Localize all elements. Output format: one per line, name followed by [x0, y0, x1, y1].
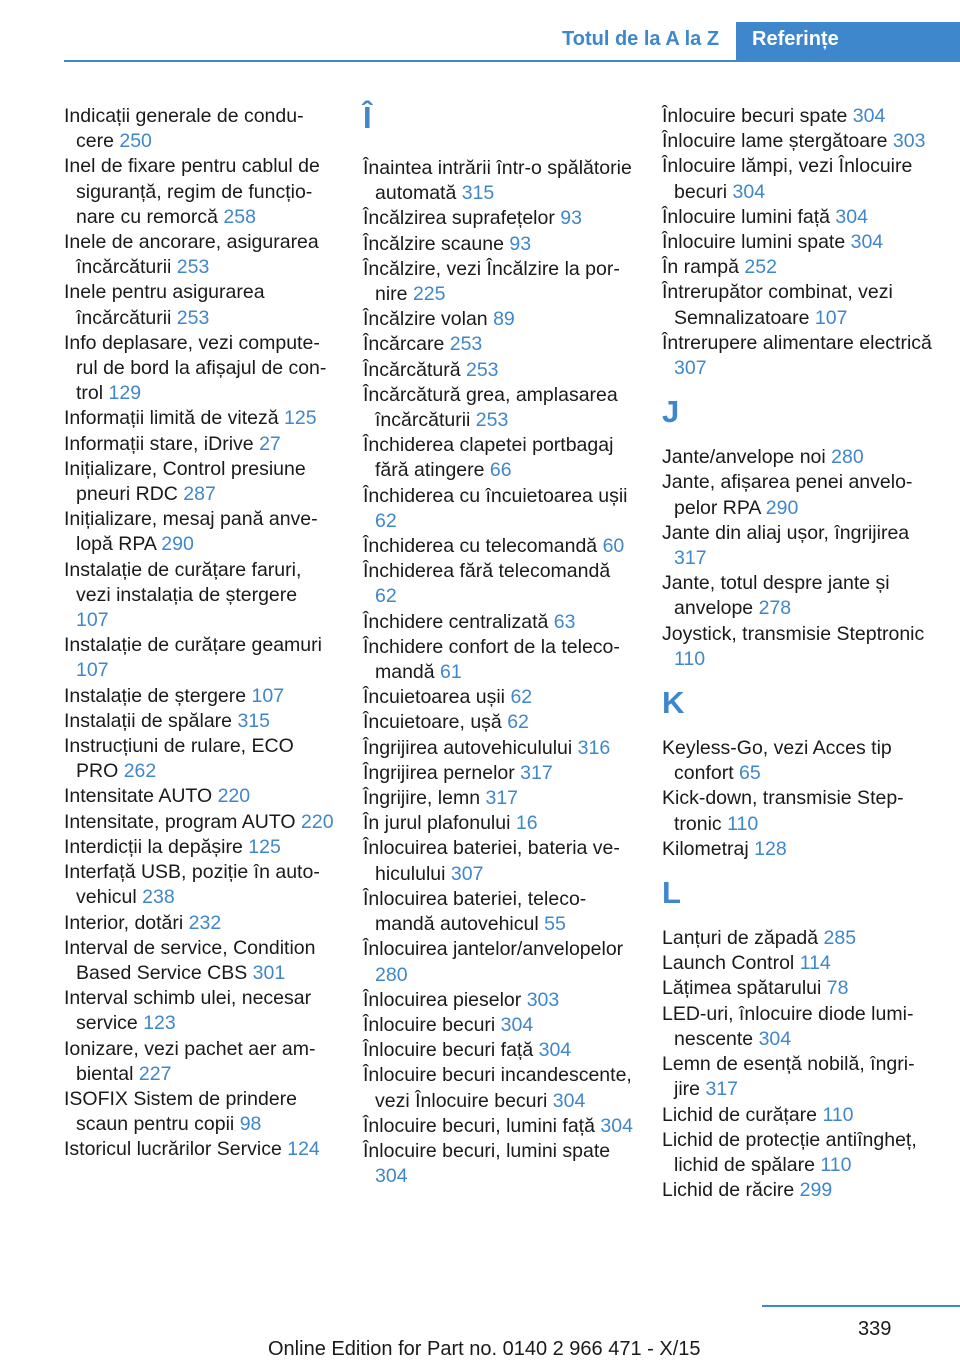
index-entry	[662, 736, 934, 786]
index-entry-text: Întrerupere alimentare electrică	[662, 331, 932, 354]
index-entry	[64, 784, 334, 809]
page-reference-link[interactable]: 252	[744, 256, 777, 279]
footer-rule	[762, 1305, 960, 1307]
page-reference-link[interactable]: 287	[183, 483, 216, 506]
page-reference-link[interactable]: 304	[758, 1027, 792, 1050]
index-letter-heading: J	[662, 394, 680, 430]
index-entry	[64, 936, 334, 986]
index-entry-text: Închiderea fără telecomandă	[363, 560, 611, 583]
index-entry-text: Înlocuirea bateriei, telecomandă autovehicul	[363, 887, 587, 936]
index-entry-text: Inițializare, mesaj pană anvelopă RPA	[64, 508, 318, 556]
index-entry-text: Înlocuire becuri	[363, 1013, 496, 1036]
page-reference-link[interactable]: 285	[823, 927, 857, 950]
index-entry-text: Ionizare, vezi pachet aer ambiental	[64, 1037, 316, 1085]
index-entry-text: Istoricul lucrărilor Service	[64, 1138, 282, 1161]
page-reference-link[interactable]: 89	[493, 308, 515, 331]
index-entry-text: Înlocuirea pieselor	[363, 988, 522, 1011]
page-reference-link[interactable]: 253	[475, 409, 509, 432]
index-letter-heading: K	[662, 685, 685, 721]
page-reference-link[interactable]: 62	[375, 585, 397, 608]
page-reference-link[interactable]: 124	[287, 1138, 320, 1161]
index-entry	[662, 154, 934, 204]
page-reference-link[interactable]: 16	[515, 812, 538, 835]
index-entry	[64, 1137, 334, 1162]
index-entry-text: Încărcătură	[363, 358, 461, 381]
index-entry-text: Încuietoare, ușă	[363, 711, 502, 734]
page-reference-link[interactable]: 317	[674, 547, 707, 570]
page-reference-link[interactable]: 278	[758, 597, 792, 620]
index-entry-text: Kick-down, transmisie Steptronic	[662, 787, 904, 835]
index-entry	[662, 255, 934, 280]
index-entry	[363, 635, 633, 685]
page-reference-link[interactable]: 304	[600, 1114, 633, 1137]
page-reference-link[interactable]: 304	[850, 231, 884, 254]
index-entry	[363, 332, 633, 357]
index-letter-heading: L	[662, 875, 681, 911]
index-entry-text: Instalație de curățare geamuri	[64, 634, 322, 657]
index-entry-text: Inel de fixare pentru cablul de siguranță, regim de funcționare cu remorcă	[64, 155, 320, 228]
page-reference-link[interactable]: 307	[674, 357, 707, 380]
index-entry	[662, 521, 934, 571]
index-entry-text: Indicații generale de conducere	[64, 105, 304, 153]
page-reference-link[interactable]: 110	[822, 1103, 854, 1126]
index-entry	[662, 1128, 934, 1178]
index-entry	[64, 734, 334, 784]
index-entry-text: Îngrijirea autovehiculului	[363, 736, 573, 759]
index-entry	[64, 835, 334, 860]
index-entry	[662, 331, 934, 381]
index-entry-text: Info deplasare, vezi computerul de bord la afișajul de control	[64, 331, 327, 405]
index-entry-text: Interfață USB, poziție în autovehicul	[64, 861, 320, 909]
index-entry	[363, 1063, 633, 1113]
index-entry-text: Lichid de răcire	[662, 1179, 795, 1202]
page-reference-link[interactable]: 220	[217, 785, 251, 808]
index-entry-text: Instalație de curățare faruri, vezi instalația de ștergere	[64, 558, 302, 606]
index-entry	[363, 484, 633, 534]
index-entry-text: Înlocuire becuri spate	[662, 105, 848, 127]
index-column-1	[64, 104, 334, 1163]
index-entry-text: Întrerupător combinat, vezi Semnalizatoare	[662, 281, 893, 329]
page-reference-link[interactable]: 253	[176, 306, 210, 329]
index-entry	[662, 104, 934, 129]
index-entry	[662, 1103, 934, 1128]
index-entry-text: Launch Control	[662, 952, 795, 975]
index-entry-text: Înlocuirea bateriei, bateria vehiculului	[363, 837, 620, 885]
page-reference-link[interactable]: 110	[727, 812, 759, 835]
index-entry-text: Înaintea intrării într-o spălătorie automată	[363, 157, 632, 205]
page-reference-link[interactable]: 250	[119, 130, 152, 153]
index-entry	[363, 761, 633, 786]
index-entry	[662, 280, 934, 330]
page-reference-link[interactable]: 253	[176, 256, 210, 279]
index-entry	[64, 860, 334, 910]
index-entry-text: Keyless-Go, vezi Acces tip confort	[662, 737, 892, 785]
page-reference-link[interactable]: 317	[520, 761, 553, 784]
index-entry	[662, 445, 934, 470]
index-entry	[363, 257, 633, 307]
index-entry-text: Încălzire, vezi Încălzire la pornire	[363, 257, 620, 306]
page-reference-link[interactable]: 315	[237, 709, 270, 732]
index-entry-text: Înlocuire lame ștergătoare	[662, 130, 888, 153]
page-reference-link[interactable]: 315	[461, 182, 495, 205]
page-reference-link[interactable]: 316	[577, 736, 611, 759]
page-reference-link[interactable]: 253	[465, 358, 499, 381]
page-reference-link[interactable]: 125	[248, 835, 281, 858]
page-reference-link[interactable]: 129	[108, 382, 142, 405]
index-entry-text: Informații stare, iDrive	[64, 432, 254, 455]
index-entry	[64, 684, 334, 709]
index-entry-text: Încălzire scaune	[363, 232, 504, 255]
index-entry-text: Intensitate AUTO	[64, 785, 213, 808]
page-reference-link[interactable]: 262	[123, 760, 157, 783]
header-chapter-tab[interactable]	[736, 22, 960, 62]
index-entry-text: Interdicții la depășire	[64, 835, 243, 858]
index-entry	[64, 986, 334, 1036]
index-entry	[662, 571, 934, 621]
index-entry	[363, 433, 633, 483]
header-section-tab[interactable]: Totul de la A la Z	[562, 28, 720, 50]
index-entry-text: Kilometraj	[662, 837, 749, 860]
page-reference-link[interactable]: 125	[284, 407, 317, 430]
index-entry	[363, 710, 633, 735]
index-entry	[662, 1052, 934, 1102]
index-entry-text: Înlocuire lumini spate	[662, 231, 846, 254]
index-entry-text: Jante, afișarea penei anvelopelor RPA	[662, 471, 913, 519]
page-reference-link[interactable]: 304	[375, 1165, 408, 1188]
index-entry	[363, 534, 633, 559]
index-entry	[363, 937, 633, 987]
page-reference-link[interactable]: 280	[375, 963, 408, 986]
index-entry-text: Interior, dotări	[64, 911, 184, 934]
index-entry	[662, 926, 934, 951]
index-entry	[64, 558, 334, 634]
index-entry	[662, 951, 934, 976]
page-reference-link[interactable]: 280	[831, 446, 864, 469]
index-entry-text: Intensitate, program AUTO	[64, 810, 296, 833]
page-reference-link[interactable]: 317	[705, 1078, 738, 1101]
index-entry	[662, 230, 934, 255]
page-reference-link[interactable]: 227	[138, 1062, 172, 1085]
index-entry	[64, 507, 334, 557]
index-entry-text: În rampă	[662, 256, 739, 279]
page-reference-link[interactable]: 290	[161, 533, 194, 556]
index-entry	[662, 205, 934, 230]
index-entry	[363, 1038, 633, 1063]
index-entry	[64, 1037, 334, 1087]
index-entry	[64, 1087, 334, 1137]
index-entry-text: Lichid de protecție antiîngheț, lichid de spălare	[662, 1128, 917, 1176]
index-entry-text: Interval de service, Condition Based Service CBS	[64, 936, 316, 984]
page-reference-link[interactable]: 317	[485, 787, 519, 810]
index-entry	[363, 736, 633, 761]
page-reference-link[interactable]: 304	[852, 105, 886, 127]
index-entry	[64, 104, 334, 154]
index-entry	[363, 685, 633, 710]
page-reference-link[interactable]: 303	[892, 130, 926, 153]
page-reference-link[interactable]: 225	[412, 283, 446, 306]
index-entry	[64, 154, 334, 230]
index-entry	[363, 811, 633, 836]
index-entry-text: Inele de ancorare, asigurarea încărcăturii	[64, 231, 319, 279]
page-reference-link[interactable]: 61	[440, 661, 462, 684]
index-entry	[363, 1139, 633, 1189]
index-entry-text: LED-uri, înlocuire diode luminescente	[662, 1002, 914, 1050]
index-entry	[363, 610, 633, 635]
page-reference-link[interactable]: 301	[252, 961, 286, 984]
page-reference-link[interactable]: 107	[814, 306, 848, 329]
page-reference-link[interactable]: 303	[526, 988, 560, 1011]
index-entry-text: Înlocuire becuri față	[363, 1039, 534, 1062]
index-entry	[363, 307, 633, 332]
index-entry-text: Inițializare, Control presiune pneuri RDC	[64, 457, 306, 506]
index-entry	[64, 331, 334, 407]
index-entry-text: Jante/anvelope noi	[662, 446, 826, 469]
index-entry	[363, 786, 633, 811]
page-reference-link[interactable]: 258	[223, 205, 256, 228]
page-reference-link[interactable]: 60	[602, 535, 625, 558]
index-entry-text: Înlocuire becuri incandescente, vezi Înlocuire becuri	[363, 1064, 632, 1112]
page-reference-link[interactable]: 304	[835, 205, 868, 228]
page-reference-link[interactable]: 107	[251, 684, 285, 707]
index-entry	[363, 383, 633, 433]
page-reference-link[interactable]: 114	[799, 952, 831, 975]
index-entry	[662, 1178, 934, 1203]
page-reference-link[interactable]: 65	[739, 762, 761, 785]
index-entry-text: Înlocuire becuri, lumini față	[363, 1114, 595, 1137]
index-entry	[363, 232, 633, 257]
page-reference-link[interactable]: 123	[143, 1012, 176, 1035]
index-entry	[363, 836, 633, 886]
page-reference-link[interactable]: 299	[799, 1179, 833, 1202]
index-entry	[662, 470, 934, 520]
index-entry	[363, 358, 633, 383]
index-entry-text: Lățimea spătarului	[662, 977, 822, 1000]
page-reference-link[interactable]: 220	[301, 810, 334, 833]
page-reference-link[interactable]: 307	[450, 862, 484, 885]
index-entry-text: Încălzirea suprafețelor	[363, 207, 555, 230]
index-entry	[662, 786, 934, 836]
index-entry	[662, 1002, 934, 1052]
index-entry-text: Instalație de ștergere	[64, 684, 247, 707]
index-entry-text: Închiderea cu încuietoarea ușii	[363, 484, 628, 507]
index-entry-text: Interval schimb ulei, necesar service	[64, 987, 312, 1035]
index-entry-text: Încălzire volan	[363, 308, 488, 331]
index-entry	[662, 837, 934, 862]
page-reference-link[interactable]: 128	[754, 837, 787, 860]
index-entry-text: Joystick, transmisie Steptronic	[662, 622, 925, 645]
page-reference-link[interactable]: 62	[375, 509, 397, 532]
index-entry-text: Instalații de spălare	[64, 709, 233, 732]
index-entry	[662, 976, 934, 1001]
index-entry	[64, 633, 334, 683]
index-column-2	[363, 100, 633, 1189]
page-reference-link[interactable]: 63	[553, 610, 576, 633]
page-reference-link[interactable]: 107	[76, 659, 109, 682]
page-reference-link[interactable]: 253	[449, 333, 483, 356]
index-letter-heading: Î	[363, 100, 372, 135]
index-entry-text: ISOFIX Sistem de prindere scaun pentru copii	[64, 1087, 298, 1136]
index-entry-text: Înlocuire becuri, lumini spate	[363, 1139, 611, 1162]
index-entry-text: Înlocuire lumini față	[662, 205, 830, 228]
index-entry	[64, 457, 334, 507]
index-entry	[64, 406, 334, 431]
index-entry-text: Lichid de curățare	[662, 1103, 818, 1126]
page-reference-link[interactable]: 110	[674, 647, 706, 670]
index-entry-text: Jante, totul despre jante și anvelope	[662, 572, 890, 620]
index-entry	[363, 206, 633, 231]
index-entry-text: Inele pentru asigurarea încărcăturii	[64, 281, 265, 329]
index-entry-text: Îngrijirea pernelor	[363, 761, 515, 784]
index-entry-text: Încuietoarea ușii	[363, 686, 506, 709]
edition-note: Online Edition for Part no. 0140 2 966 471 - X/15	[268, 1338, 701, 1360]
index-entry	[363, 156, 633, 206]
index-entry-text: Închiderea clapetei portbagaj fără atingere	[363, 434, 614, 482]
index-entry	[363, 887, 633, 937]
page-reference-link[interactable]: 290	[765, 496, 799, 519]
index-entry-text: Informații limită de viteză	[64, 407, 279, 430]
index-entry-text: Înlocuirea jantelor/anvelopelor	[363, 938, 624, 961]
index-entry	[363, 559, 633, 609]
page-reference-link[interactable]: 238	[142, 886, 175, 909]
index-entry-text: Închiderea cu telecomandă	[363, 535, 598, 558]
index-entry	[64, 709, 334, 734]
page-reference-link[interactable]: 78	[826, 977, 849, 1000]
index-entry-text: Îngrijire, lemn	[363, 787, 481, 810]
index-entry	[64, 911, 334, 936]
page-reference-link[interactable]: 304	[500, 1013, 534, 1036]
index-entry-text: Încărcătură grea, amplasarea încărcăturii	[363, 383, 618, 432]
index-entry-text: Încărcare	[363, 333, 445, 356]
page-reference-link[interactable]: 304	[552, 1089, 586, 1112]
index-entry	[64, 432, 334, 457]
index-entry-text: Închidere centralizată	[363, 610, 549, 633]
index-entry	[363, 1114, 633, 1139]
page-reference-link[interactable]: 27	[259, 432, 281, 455]
index-entry-text: Înlocuire lămpi, vezi Înlocuire becuri	[662, 155, 913, 203]
index-entry-text: Jante din aliaj ușor, îngrijirea	[662, 521, 910, 544]
page-reference-link[interactable]: 304	[732, 180, 766, 203]
index-entry	[662, 129, 934, 154]
page-reference-link[interactable]: 66	[489, 459, 512, 482]
page-reference-link[interactable]: 107	[76, 609, 109, 632]
index-entry-text: Lemn de esență nobilă, îngrijire	[662, 1053, 915, 1101]
page-number: 339	[858, 1318, 892, 1340]
page-reference-link[interactable]: 232	[188, 911, 222, 934]
page-reference-link[interactable]: 304	[538, 1039, 572, 1062]
index-entry	[64, 810, 334, 835]
index-entry	[64, 280, 334, 330]
page-reference-link[interactable]: 93	[560, 207, 582, 230]
page-reference-link[interactable]: 110	[820, 1153, 852, 1176]
index-entry-text: În jurul plafonului	[363, 812, 511, 835]
page-reference-link[interactable]: 62	[507, 711, 529, 734]
header-chapter-label: Referințe	[752, 28, 839, 50]
page-reference-link[interactable]: 62	[510, 686, 533, 709]
index-entry	[363, 1013, 633, 1038]
page-reference-link[interactable]: 98	[239, 1113, 262, 1136]
index-entry-text: Lanțuri de zăpadă	[662, 927, 819, 950]
index-entry-text: Instrucțiuni de rulare, ECO PRO	[64, 735, 294, 783]
page-reference-link[interactable]: 93	[509, 232, 532, 255]
index-column-3	[662, 104, 934, 1203]
index-entry	[662, 622, 934, 672]
index-entry-text: Închidere confort de la telecomandă	[363, 635, 620, 684]
page-reference-link[interactable]: 55	[544, 913, 566, 936]
index-entry	[64, 230, 334, 280]
index-entry	[363, 988, 633, 1013]
